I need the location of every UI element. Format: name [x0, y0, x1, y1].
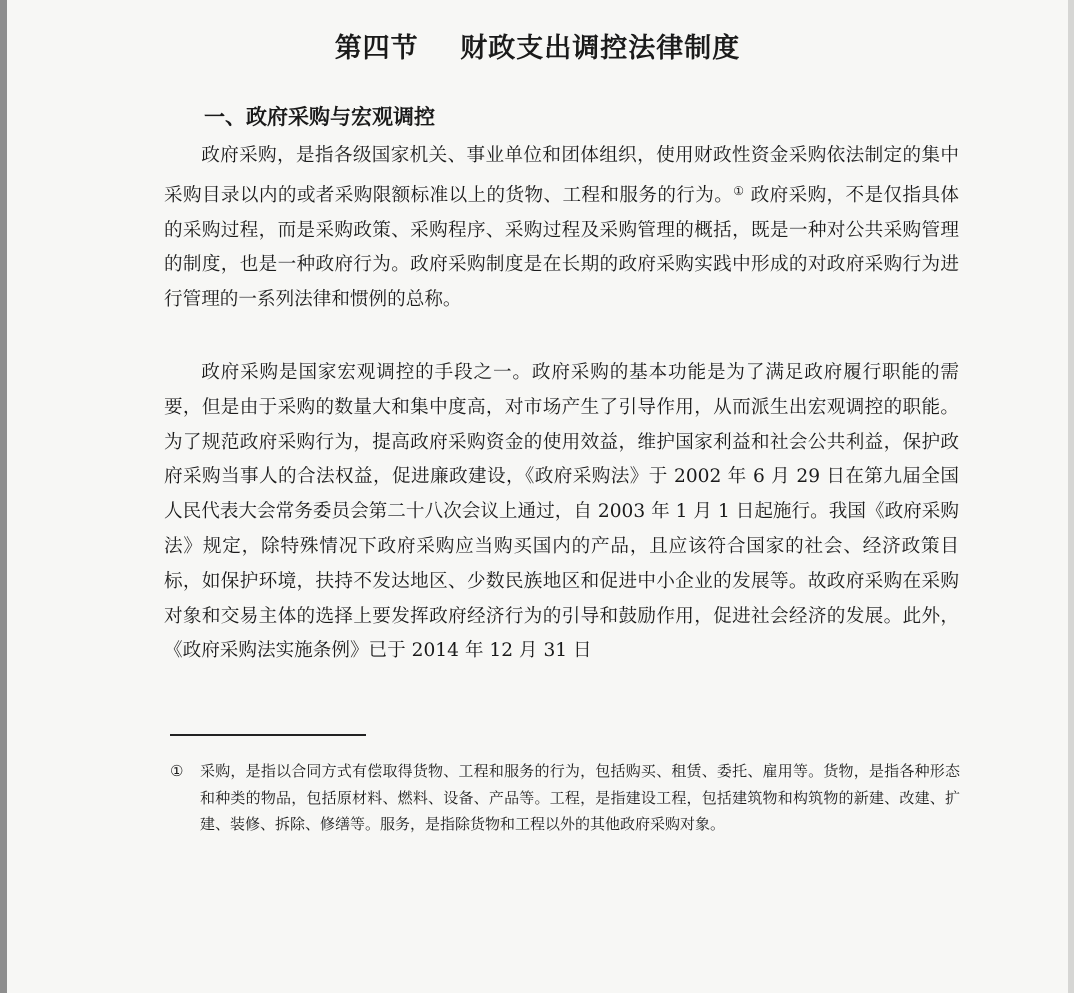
paragraph-1	[164, 139, 959, 318]
viewer-right-edge	[1068, 0, 1074, 993]
document-page	[7, 0, 1068, 993]
footnote	[170, 758, 960, 838]
paragraph-2: 政府采购是国家宏观调控的手段之一。政府采购的基本功能是为了满足政府履行职能的需要，但是由于采购的数量大和集中度高，对市场产生了引导作用，从而派生出宏观调控的职能。为了规范政府采购行为，提高政府采购资金的使用效益，维护国家利益和社会公共利益，保护政府采购当事人的合法权益，促进廉政建设，《政府采购法》于 2002 年 6 月 29 日在第九届全国人民代表大会常务委员会第二十八次会议上通过，自 2003 年 1 月 1 日起施行。我国《政府采购法》规定，除特殊情况下政府采购应当购买国内的产品，且应该符合国家的社会、经济政策目标，如保护环境，扶持不发达地区、少数民族地区和促进中小企业的发展等。故政府采购在采购对象和交易主体的选择上要发挥政府经济行为的引导和鼓励作用，促进社会经济的发展。此外，《政府采购法实施条例》已于 2014 年 12 月 31 日	[164, 362, 959, 662]
footnote-marker: ①	[170, 762, 184, 780]
footnote-reference[interactable]: ①	[733, 183, 745, 198]
section-title: 第四节 财政支出调控法律制度	[334, 33, 741, 64]
paragraph-1-text-a: 政府采购，是指各级国家机关、事业单位和团体组织，使用财政性资金采购依法制定的集中采购目录以内的或者采购限额标准以上的货物、工程和服务的行为。	[164, 145, 959, 206]
footnote-text: 采购，是指以合同方式有偿取得货物、工程和服务的行为，包括购买、租赁、委托、雇用等。货物，是指各种形态和种类的物品，包括原材料、燃料、设备、产品等。工程，是指建设工程，包括建筑物和构筑物的新建、改建、扩建、装修、拆除、修缮等。服务，是指除货物和工程以外的其他政府采购对象。	[200, 762, 960, 833]
footnote-divider	[170, 734, 366, 736]
viewer-left-edge	[0, 0, 7, 993]
subheading: 一、政府采购与宏观调控	[204, 105, 435, 129]
paragraph-1-text-b: 政府采购，不是仅指具体的采购过程，而是采购政策、采购程序、采购过程及采购管理的概括，既是一种对公共采购管理的制度，也是一种政府行为。政府采购制度是在长期的政府采购实践中形成的对政府采购行为进行管理的一系列法律和惯例的总称。	[164, 184, 959, 311]
